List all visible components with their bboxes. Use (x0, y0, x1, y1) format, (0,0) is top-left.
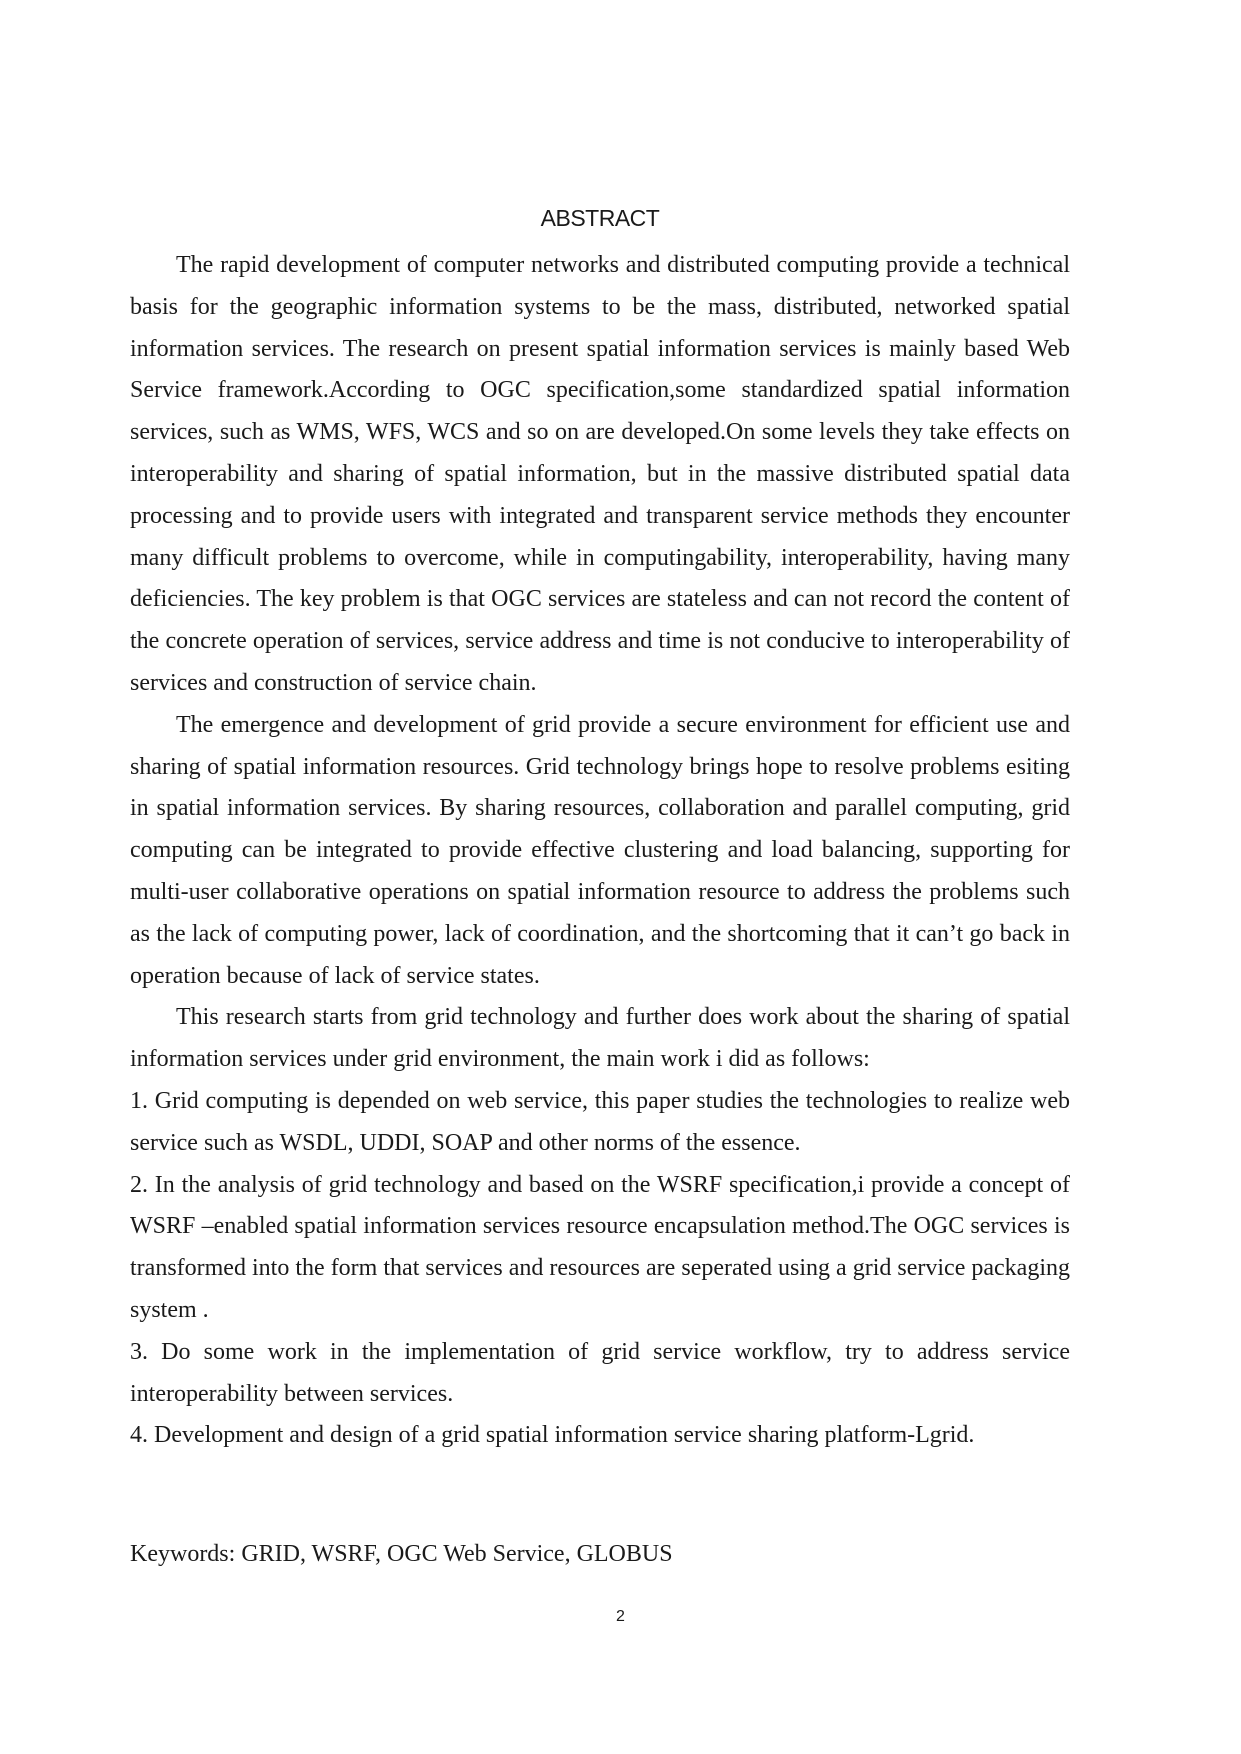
paragraph-3: This research starts from grid technology and further does work about the sharing of spatial information services under grid environment, the main work i did as follows: (130, 1004, 1070, 1073)
list-item-3: 3. Do some work in the implementation of grid service workflow, try to address service interoperability between services. (130, 1338, 1070, 1407)
list-item-4: 4. Development and design of a grid spatial information service sharing platform-Lgrid. (130, 1422, 975, 1449)
list-item-2: 2. In the analysis of grid technology and based on the WSRF specification,i provide a concept of WSRF –enabled spatial information services resource encapsulation method.The OGC services is transformed into the form that services and resources are seperated using a grid service packaging system . (130, 1171, 1070, 1323)
page-number: 2 (616, 1608, 625, 1625)
abstract-heading: ABSTRACT (540, 205, 660, 231)
list-item-1: 1. Grid computing is depended on web service, this paper studies the technologies to realize web service such as WSDL, UDDI, SOAP and other norms of the essence. (130, 1087, 1070, 1156)
paragraph-1: The rapid development of computer networks and distributed computing provide a technical basis for the geographic information systems to be the mass, distributed, networked spatial information services. The research on present spatial information services is mainly based Web Service framework.According to OGC specification,some standardized spatial information services, such as WMS, WFS, WCS and so on are developed.On some levels they take effects on interoperability and sharing of spatial information, but in the massive distributed spatial data processing and to provide users with integrated and transparent service methods they encounter many difficult problems to overcome, while in computingability, interoperability, having many deficiencies. The key problem is that OGC services are stateless and can not record the content of the concrete operation of services, service address and time is not conducive to interoperability of services and construction of service chain. (130, 252, 1070, 696)
keywords-line: Keywords: GRID, WSRF, OGC Web Service, GLOBUS (130, 1541, 673, 1567)
paragraph-2: The emergence and development of grid provide a secure environment for efficient use and sharing of spatial information resources. Grid technology brings hope to resolve problems esiting in spatial information services. By sharing resources, collaboration and parallel computing, grid computing can be integrated to provide effective clustering and load balancing, supporting for multi-user collaborative operations on spatial information resource to address the problems such as the lack of computing power, lack of coordination, and the shortcoming that it can’t go back in operation because of lack of service states. (130, 711, 1070, 989)
abstract-body (130, 245, 1070, 1457)
